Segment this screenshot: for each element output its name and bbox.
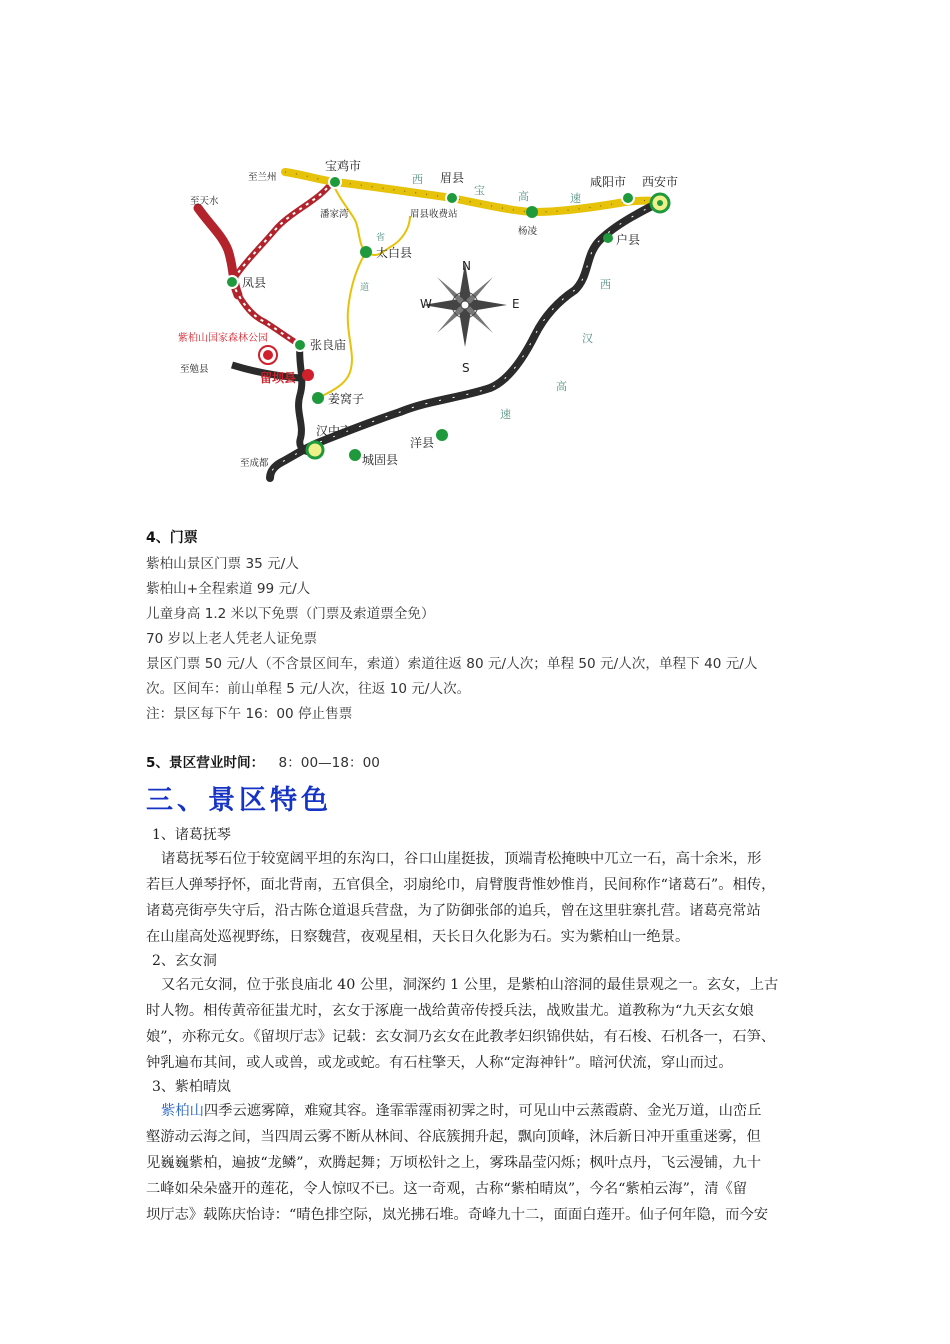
hours-label: 5、景区营业时间： — [146, 755, 265, 771]
ticket-note: 注：景区每下午 16：00 停止售票 — [146, 706, 353, 722]
node-liuba — [302, 369, 314, 381]
node-fengxian — [226, 276, 238, 288]
ticket-line: 景区门票 50 元/人（不含景区间车，索道）索道往返 80 元/人次；单程 50 元/人次，单程下 40 元/人 — [146, 656, 758, 672]
route-map-svg — [170, 150, 710, 495]
ticket-line: 紫柏山+全程索道 99 元/人 — [146, 581, 311, 597]
road-label: 道 — [360, 283, 370, 293]
node-chenggu — [349, 449, 361, 461]
para-line: 诸葛抚琴石位于较宽阔平坦的东沟口，谷口山崖挺拔，顶端青松掩映中兀立一石，高十余米，形 — [161, 851, 762, 867]
road-label: 速 — [500, 408, 511, 421]
compass-n: N — [462, 259, 471, 273]
para-line: 坝厅志》载陈庆怡诗：“晴色排空际，岚光拂石堆。奇峰九十二，面面白莲开。仙子何年隐，而今安 — [146, 1207, 769, 1223]
hours-value: 8：00—18：00 — [278, 755, 380, 771]
label-meixian-toll: 眉县收费站 — [410, 209, 458, 220]
hours-line — [146, 751, 380, 771]
ticket-line: 儿童身高 1.2 米以下免票（门票及索道票全免） — [146, 606, 435, 622]
compass-icon — [423, 263, 507, 347]
node-jiangwozi — [312, 392, 324, 404]
label-huxian: 户县 — [616, 233, 641, 247]
compass-w: W — [420, 297, 432, 311]
node-baoji — [329, 176, 341, 188]
label-zhitianshui: 至天水 — [190, 196, 219, 207]
label-chenggu: 城固县 — [362, 453, 399, 467]
para-line: 二峰如朵朵盛开的莲花，令人惊叹不已。这一奇观，古称“紫柏晴岚”，今名“紫柏云海”，清《留 — [146, 1181, 748, 1197]
ticket-line: 紫柏山景区门票 35 元/人 — [146, 556, 299, 572]
node-meixian — [446, 192, 458, 204]
label-taibai: 太白县 — [376, 246, 413, 260]
label-baoji: 宝鸡市 — [325, 159, 362, 173]
road-label: 西 — [412, 173, 423, 186]
label-fengxian: 凤县 — [242, 276, 267, 290]
feature-paragraph — [146, 846, 818, 950]
label-zhichengdu: 至成都 — [240, 458, 269, 469]
route-map — [170, 150, 710, 495]
ticket-line: 70 岁以上老人凭老人证免票 — [146, 631, 318, 647]
label-hanzhong: 汉中市 — [316, 424, 353, 438]
label-zhangliangmiao: 张良庙 — [310, 338, 347, 352]
compass-s: S — [462, 361, 470, 375]
para-line: 诸葛亮街亭失守后，沿古陈仓道退兵营盘，为了防御张郃的追兵，曾在这里驻寨扎营。诸葛亮常站 — [146, 903, 761, 919]
node-yangxian — [436, 429, 448, 441]
label-yangling: 杨凌 — [518, 226, 538, 237]
road-label: 西 — [600, 278, 611, 291]
feature-paragraph — [146, 1098, 818, 1228]
label-zhilanzhou: 至兰州 — [248, 172, 277, 183]
features-title: 三、景区特色 — [146, 785, 332, 816]
label-panjiawan: 潘家湾 — [320, 209, 349, 220]
para-line: 又名元女洞，位于张良庙北 40 公里，洞深约 1 公里，是紫柏山溶洞的最佳景观之一。玄女，上古 — [161, 977, 779, 993]
feature-heading: 3、紫柏晴岚 — [152, 1079, 231, 1095]
label-xian: 西安市 — [642, 175, 679, 189]
zibaishan-link[interactable]: 紫柏山 — [161, 1103, 204, 1119]
road-baoji-fengxian — [232, 182, 332, 282]
tickets-heading: 4、门票 — [146, 530, 198, 546]
road-label: 省 — [376, 233, 386, 243]
label-zhimianxian: 至勉县 — [180, 364, 209, 375]
para-line: 时人物。相传黄帝征蚩尤时，玄女于涿鹿一战给黄帝传授兵法，战败蚩尤。道教称为“九天玄女娘 — [146, 1003, 754, 1019]
ticket-line: 次。区间车：前山单程 5 元/人次，往返 10 元/人次。 — [146, 681, 471, 697]
node-taibai — [360, 246, 372, 258]
para-line: 见巍巍紫柏，遍披“龙鳞”，欢腾起舞；万顷松针之上，雾珠晶莹闪烁；枫叶点丹，飞云漫铺，九十 — [146, 1155, 762, 1171]
feature-heading: 1、诸葛抚琴 — [152, 827, 231, 843]
para-line: 四季云遮雾障，难窥其容。逢霏霏霪雨初霁之时，可见山中云蒸霞蔚、金光万道，山峦丘 — [203, 1103, 762, 1119]
node-xianyang — [622, 192, 634, 204]
feature-paragraph — [146, 972, 818, 1076]
feature-heading: 2、玄女洞 — [152, 953, 217, 969]
label-jiangwozi: 姜窝子 — [328, 392, 365, 406]
road-label: 速 — [570, 192, 581, 205]
road-label: 宝 — [474, 184, 485, 197]
node-huxian — [603, 233, 613, 243]
para-line: 娘”，亦称元女。《留坝厅志》记载：玄女洞乃玄女在此教孝妇织锦供姑，有石梭、石机各一，石笋、 — [146, 1029, 776, 1045]
compass-e: E — [512, 297, 520, 311]
label-yangxian: 洋县 — [410, 436, 435, 450]
node-yangling — [526, 206, 538, 218]
node-zhangliangmiao — [294, 339, 306, 351]
road-label: 高 — [518, 190, 529, 203]
label-meixian: 眉县 — [440, 171, 465, 185]
para-line: 钟乳遍布其间，或人或兽，或龙或蛇。有石柱擎天，人称“定海神针”。暗河伏流，穿山而过。 — [146, 1055, 733, 1071]
road-label: 汉 — [582, 332, 593, 345]
label-xianyang: 咸阳市 — [590, 175, 627, 189]
node-hanzhong — [307, 442, 323, 458]
para-line: 壑游动云海之间，当四周云雾不断从林间、谷底簇拥升起，飘向顶峰，沐后新日冲开重重迷雾，但 — [146, 1129, 761, 1145]
para-line: 在山崖高处巡视野练，日察魏营，夜观星相，天长日久化影为石。实为紫柏山一绝景。 — [146, 929, 690, 945]
label-zibaishan-park: 紫柏山国家森林公园 — [178, 333, 268, 344]
label-liubaxian: 留坝县 — [260, 371, 297, 385]
para-line: 若巨人弹琴抒怀，面北背南，五官俱全，羽扇纶巾，肩臂腹背惟妙惟肖，民间称作“诸葛石”。相传， — [146, 877, 776, 893]
road-label: 高 — [556, 380, 567, 393]
